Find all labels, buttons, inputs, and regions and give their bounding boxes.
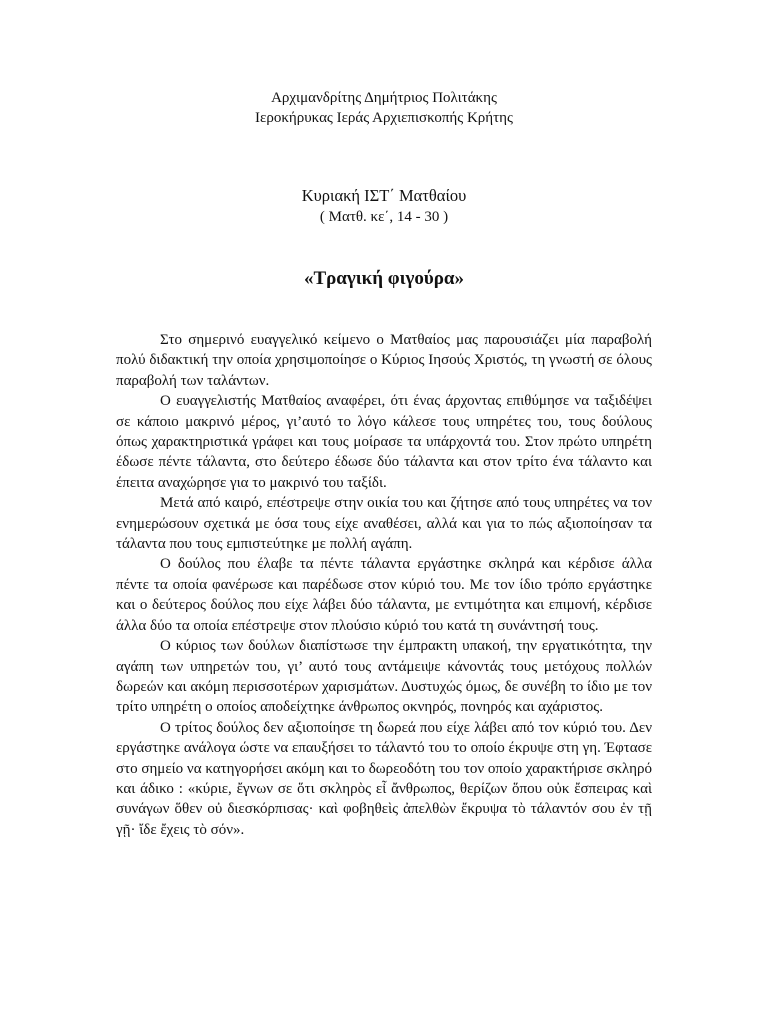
author-role: Ιεροκήρυκας Ιεράς Αρχιεπισκοπής Κρήτης — [255, 110, 513, 126]
paragraph: Ο ευαγγελιστής Ματθαίος αναφέρει, ότι ένας άρχοντας επιθύμησε να ταξιδέψει σε κάποιο μακρινό μέρος, γι’αυτό το λόγο κάλεσε τους υπηρέτες του, τους δούλους όπως χαρακτηριστικά γράφει και τους μοίρασε τα υπάρχοντά του. Στον πρώτο υπηρέτη έδωσε πέντε τάλαντα, στο δεύτερο έδωσε δύο τάλαντα και στον τρίτο ένα τάλαντο και έπειτα αναχώρησε για το μακρινό του ταξίδι. — [116, 393, 652, 491]
paragraph: Στο σημερινό ευαγγελικό κείμενο ο Ματθαίος μας παρουσιάζει μία παραβολή πολύ διδακτική την οποία χρησιμοποίησε ο Κύριος Ιησούς Χριστός, τη γνωστή σε όλους παραβολή των ταλάντων. — [116, 332, 652, 389]
sermon-title: «Τραγική φιγούρα» — [303, 268, 465, 289]
sunday-title: Κυριακή ΙΣΤ΄ Ματθαίου — [301, 186, 467, 205]
author-name: Αρχιμανδρίτης Δημήτριος Πολιτάκης — [271, 90, 497, 106]
sermon-body — [116, 330, 652, 840]
paragraph: Ο δούλος που έλαβε τα πέντε τάλαντα εργάστηκε σκληρά και κέρδισε άλλα πέντε τα οποία φανέρωσε και παρέδωσε στον κύριό του. Με τον ίδιο τρόπο εργάστηκε και ο δεύτερος δούλος που είχε λάβει δύο τάλαντα, με εντιμότητα και επιμονή, κέρδισε άλλα δύο τα οποία επέστρεψε στον πλούσιο κύριό του κατά τη συνάντησή τους. — [116, 556, 652, 634]
paragraph: Ο τρίτος δούλος δεν αξιοποίησε τη δωρεά που είχε λάβει από τον κύριό του. Δεν εργάστηκε ανάλογα ώστε να επαυξήσει το τάλαντό του το οποίο έκρυψε στη γη. Έφτασε στο σημείο να κατηγορήσει ακόμη και το δωρεοδότη του τον οποίο χαρακτήρισε σκληρό και άδικο : «κύριε, ἔγνων σε ὅτι σκληρὸς εἶ ἄνθρωπος, θερίζων ὅπου οὐκ ἔσπειρας καὶ συνάγων ὅθεν οὐ διεσκόρπισας· καὶ φοβηθεὶς ἀπελθὼν ἔκρυψα τὸ τάλαντόν σου ἐν τῇ γῇ· ἴδε ἔχεις τὸ σόν». — [116, 719, 652, 838]
sermon-heading — [0, 185, 768, 227]
paragraph: Ο κύριος των δούλων διαπίστωσε την έμπρακτη υπακοή, την εργατικότητα, την αγάπη των υπηρετών του, γι’ αυτό τους αντάμειψε κάνοντάς τους μετόχους πολλών δωρεών και ακόμη περισσοτέρων χαρισμάτων. Δυστυχώς όμως, δε συνέβη το ίδιο με τον τρίτο υπηρέτη ο οποίος αποδείχτηκε άνθρωπος οκνηρός, πονηρός και αχάριστος. — [116, 638, 652, 716]
scripture-reference: ( Ματθ. κε΄, 14 - 30 ) — [319, 209, 449, 225]
paragraph: Μετά από καιρό, επέστρεψε στην οικία του και ζήτησε από τους υπηρέτες να τον ενημερώσουν σχετικά με όσα τους είχε αναθέσει, αλλά και για το πώς αξιοποίησαν τα τάλαντα που τους εμπιστεύτηκε με πολλή αγάπη. — [116, 495, 652, 553]
author-block — [0, 88, 768, 128]
